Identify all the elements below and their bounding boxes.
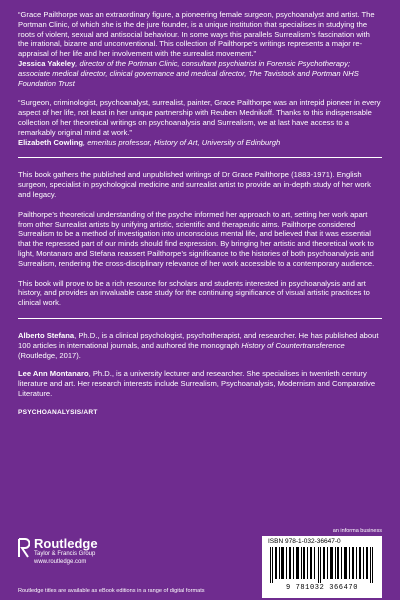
subject-category: PSYCHOANALYSIS/ART [18, 408, 98, 416]
author-name-1: Alberto Stefana [18, 330, 75, 340]
barcode-number: 9 781032 366470 [285, 584, 358, 592]
barcode [262, 536, 382, 598]
barcode-bars [268, 547, 376, 583]
back-cover-text [18, 10, 382, 416]
description-paragraph-1: This book gathers the published and unpublished writings of Dr Grace Pailthorpe (1883-1971). English surgeon, specialist in psychological medicine and surrealist artist to provide an in-depth study of her work and legacy. [18, 170, 371, 199]
endorser-role-2: , emeritus professor, History of Art, University of Edinburgh [82, 137, 281, 147]
ebook-note: Routledge titles are available as eBook editions in a range of digital formats [18, 588, 205, 594]
endorsement-quote-2: “Surgeon, criminologist, psychoanalyst, surrealist, painter, Grace Pailthorpe was an intrepid pioneer in every aspect of her life, not least in her unique partnership with Reuben Mednikoff. Thanks to this indispensable collection of her theoretical writings on psychoanalysis and Surrealism, we at last have access to a remarkably original mind at work.” [18, 98, 381, 137]
isbn-label: ISBN 978-1-032-36647-0 [268, 538, 341, 545]
cover-footer [18, 528, 382, 600]
description-paragraph-3: This book will prove to be a rich resource for scholars and students interested in psychoanalysis and art history, and provides an invaluable case study for the continuing significance of visual artistic practices to clinical work. [18, 278, 370, 308]
author-bio-2: Lee Ann Montanaro, Ph.D., is a university lecturer and researcher. She specialises in twentieth century literature and art. Her research interests include Surrealism, Psychoanalysis, Modernism and Comparative Literature. [18, 369, 376, 398]
divider [18, 157, 382, 158]
endorser-name-2: Elizabeth Cowling [18, 137, 83, 147]
author-name-2: Lee Ann Montanaro [18, 369, 89, 379]
endorsement-attribution-2 [18, 138, 382, 148]
author-bio-1: Alberto Stefana, Ph.D., is a clinical psychologist, psychotherapist, and researcher. He has published about 100 articles in international journals, and authored the monograph History of Countertransference (Routledge, 2017). [18, 330, 379, 360]
book-title: History of Countertransference [241, 340, 345, 350]
description-paragraph-2: Pailthorpe’s theoretical understanding of the psyche informed her approach to art, setting her work apart from other Surrealist artists by unifying artistic, scientific and therapeutic aims. Pailthorpe considered Surrealism to be a method of investigation into unconscious mental life, and believed that it was essential that the repressed part of our minds should find expression. By bringing her artistic and theoretical work to light, Montanaro and Stefana reassert Pailthorpe’s significance to the histories of both psychoanalysis and Surrealism, rendering the cross-disciplinary relevance of her work accessible to a contemporary audience. [18, 209, 375, 268]
endorser-role-1: , director of the Portman Clinic, consultant psychiatrist in Forensic Psychotherapy; associate medical director, clinical governance and medical director, The Tavistock and Portman NHS Foundation Trust [18, 58, 359, 88]
endorsement-attribution-1 [18, 59, 382, 88]
divider [18, 318, 382, 319]
endorsement-quote-1: “Grace Pailthorpe was an extraordinary figure, a pioneering female surgeon, psychoanalyst and artist. The Portman Clinic, of which she is the de jure founder, is a unique institution that specialises in studying the roots of violent, sexual and antisocial behaviour. In some ways this parallels Surrealism’s fascination with the irrational, bizarre and unconventional. This collection of Pailthorpe’s writings represents a major re-appraisal of her life and her involvement with the surrealist movement.” [18, 10, 375, 59]
routledge-logo [18, 536, 138, 570]
publisher-url: www.routledge.com [34, 559, 87, 565]
publisher-group: Taylor & Francis Group [34, 551, 96, 557]
routledge-r-icon [18, 538, 30, 558]
publisher-name: Routledge [34, 536, 98, 551]
endorser-name-1: Jessica Yakeley [18, 58, 76, 68]
informa-imprint: an informa business [332, 528, 382, 534]
